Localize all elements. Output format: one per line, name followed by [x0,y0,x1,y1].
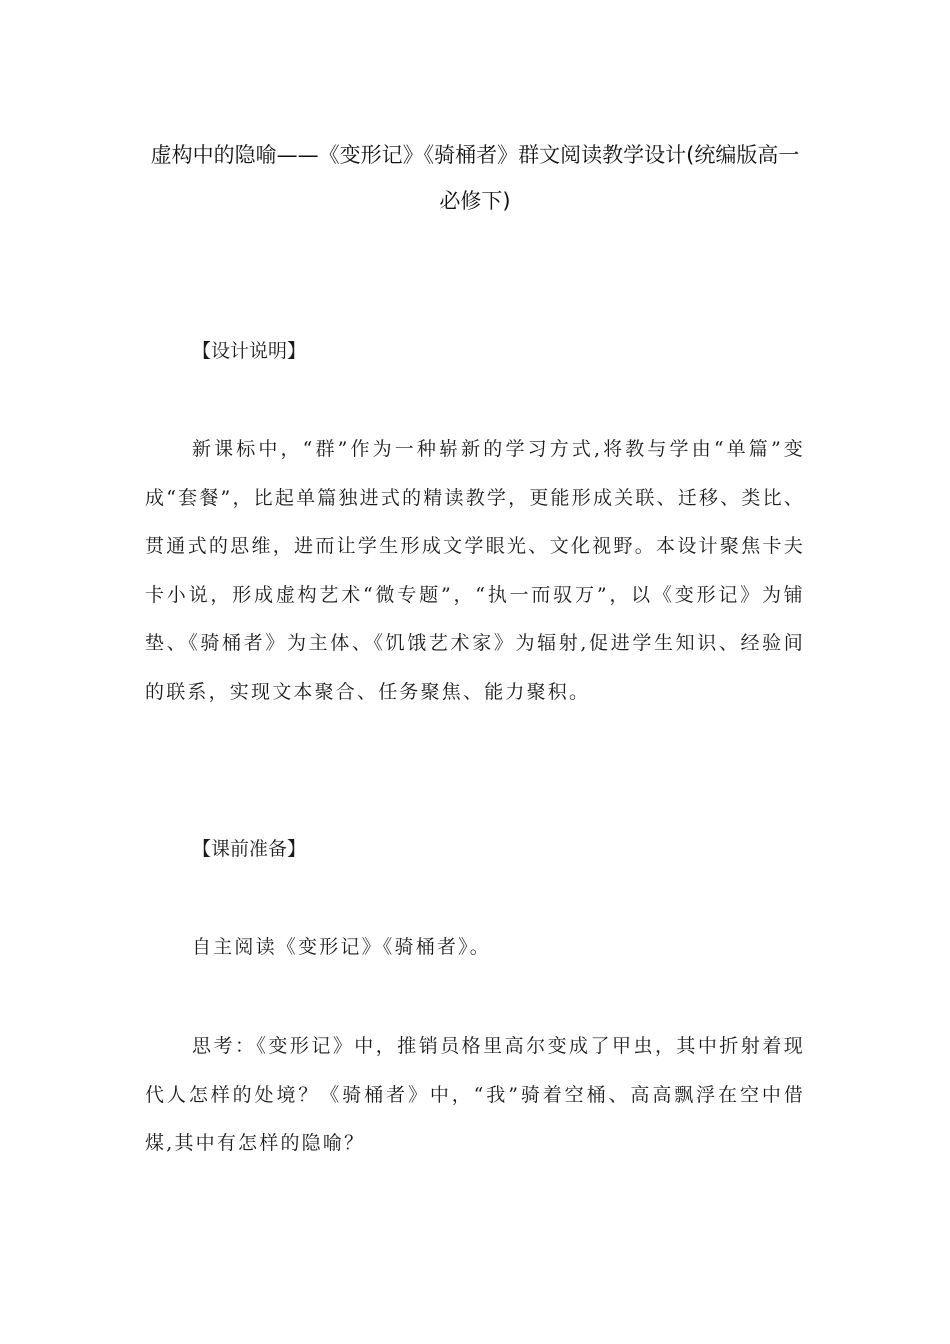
document-title: 虚构中的隐喻——《变形记》《骑桶者》群文阅读教学设计(统编版高一必修下) [150,143,800,213]
paragraph-preparation-reading: 自主阅读《变形记》《骑桶者》。 [192,936,492,958]
section-heading-preparation: 【课前准备】 [192,838,307,860]
paragraph-preparation-questions: 思考：《变形记》中，推销员格里高尔变成了甲虫，其中折射着现代人怎样的处境？《骑桶者》中，“我”骑着空桶、高高飘浮在空中借煤,其中有怎样的隐喻？ [145,1035,805,1154]
section-heading-design-notes: 【设计说明】 [192,340,307,362]
paragraph-design-notes: 新课标中，“群”作为一种崭新的学习方式,将教与学由“单篇”变成“套餐”，比起单篇独进式的精读教学，更能形成关联、迁移、类比、贯通式的思维，进而让学生形成文学眼光、文化视野。本设计聚焦卡夫卡小说，形成虚构艺术“微专题”，“执一而驭万”，以《变形记》为铺垫、《骑桶者》为主体、《饥饿艺术家》为辐射,促进学生知识、经验间的联系，实现文本聚合、任务聚焦、能力聚积。 [145,438,805,703]
